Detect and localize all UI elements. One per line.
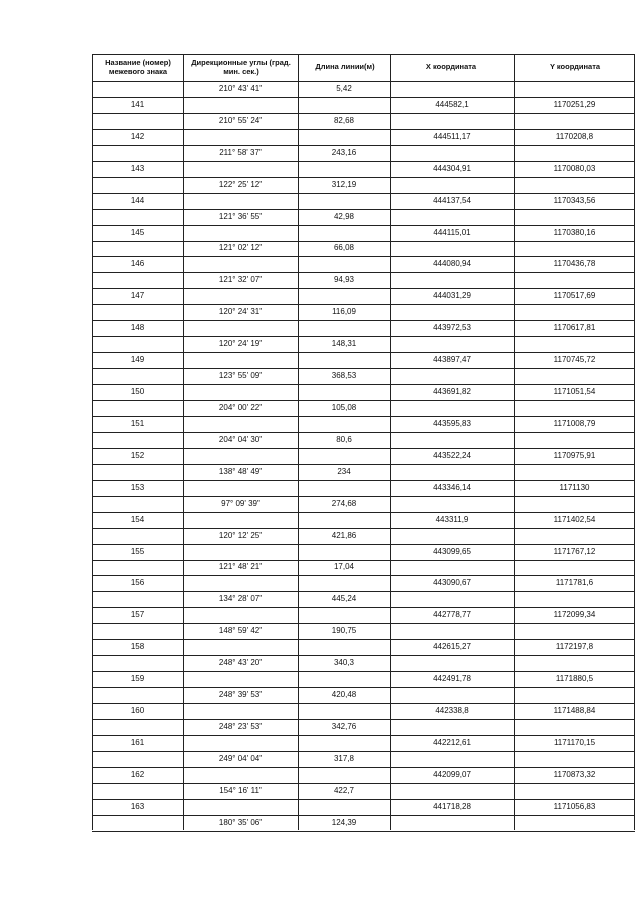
point-y: 1170343,56 — [553, 196, 596, 205]
segment-angle: 248° 39' 53" — [218, 690, 263, 699]
point-y: 1171781,6 — [555, 578, 594, 587]
segment-angle: 120° 24' 31" — [218, 307, 263, 316]
grid-hline — [92, 272, 635, 273]
segment-angle: 121° 02' 12" — [218, 243, 263, 252]
point-name: 152 — [130, 451, 145, 460]
point-y: 1170617,81 — [553, 323, 596, 332]
grid-hline — [92, 288, 635, 289]
segment-angle: 211° 58' 37" — [219, 148, 262, 157]
point-x: 443090,67 — [433, 578, 471, 587]
point-name: 162 — [130, 770, 145, 779]
segment-angle: 204° 00' 22" — [218, 403, 263, 412]
segment-angle: 134° 28' 07" — [218, 594, 263, 603]
point-y: 1170080,03 — [553, 164, 596, 173]
grid-hline — [92, 687, 635, 688]
point-x: 443897,47 — [433, 355, 471, 364]
grid-hline — [92, 719, 635, 720]
point-x: 441718,28 — [433, 802, 471, 811]
grid-hline — [92, 831, 635, 832]
point-x: 443346,14 — [433, 483, 471, 492]
point-name: 154 — [130, 515, 145, 524]
segment-length: 80,6 — [336, 435, 352, 444]
segment-angle: 138° 48' 49" — [218, 467, 263, 476]
segment-length: 42,98 — [333, 212, 355, 221]
grid-hline — [92, 591, 635, 592]
grid-hline — [92, 145, 635, 146]
grid-hline — [92, 448, 635, 449]
point-name: 150 — [130, 387, 145, 396]
coordinates-table — [92, 54, 635, 830]
grid-hline — [92, 304, 635, 305]
segment-length: 66,08 — [333, 243, 355, 252]
point-name: 148 — [130, 323, 145, 332]
header-x: X координата — [425, 62, 477, 71]
grid-hline — [92, 496, 635, 497]
point-y: 1171488,84 — [553, 706, 596, 715]
header-y: Y координата — [549, 62, 601, 71]
point-x: 444511,17 — [433, 132, 471, 141]
grid-hline — [92, 193, 635, 194]
point-name: 155 — [130, 547, 145, 556]
point-y: 1172099,34 — [553, 610, 596, 619]
grid-hline — [92, 336, 635, 337]
segment-length: 243,16 — [331, 148, 357, 157]
segment-angle: 120° 12' 25" — [218, 531, 263, 540]
segment-angle: 120° 24' 19" — [218, 339, 263, 348]
grid-hline — [92, 528, 635, 529]
segment-angle: 123° 55' 09" — [218, 371, 263, 380]
grid-hline — [92, 432, 635, 433]
grid-hline — [92, 623, 635, 624]
point-y: 1170251,29 — [553, 100, 596, 109]
point-name: 157 — [130, 610, 145, 619]
point-x: 443311,9 — [435, 515, 469, 524]
grid-hline — [92, 241, 635, 242]
point-x: 442099,07 — [433, 770, 471, 779]
point-x: 442778,77 — [433, 610, 471, 619]
segment-angle: 248° 43' 20" — [218, 658, 263, 667]
grid-hline — [92, 607, 635, 608]
segment-length: 422,7 — [333, 786, 355, 795]
point-x: 444137,54 — [433, 196, 471, 205]
grid-hline — [92, 799, 635, 800]
segment-angle: 122° 25' 12" — [218, 180, 263, 189]
point-y: 1171767,12 — [553, 547, 596, 556]
grid-hline — [92, 544, 635, 545]
segment-angle: 204° 04' 30" — [218, 435, 263, 444]
point-y: 1170208,8 — [555, 132, 594, 141]
grid-hline — [92, 751, 635, 752]
segment-angle: 210° 55' 24" — [218, 116, 263, 125]
segment-length: 5,42 — [336, 84, 352, 93]
segment-length: 94,93 — [333, 275, 355, 284]
point-x: 443099,65 — [433, 547, 471, 556]
point-y: 1170975,91 — [553, 451, 596, 460]
point-name: 146 — [130, 259, 145, 268]
point-x: 442491,78 — [433, 674, 471, 683]
grid-hline — [92, 703, 635, 704]
segment-angle: 121° 36' 55" — [218, 212, 263, 221]
grid-hline — [92, 815, 635, 816]
point-name: 159 — [130, 674, 145, 683]
segment-length: 124,39 — [331, 818, 357, 827]
segment-angle: 249° 04' 04" — [218, 754, 263, 763]
grid-hline — [92, 416, 635, 417]
point-name: 141 — [130, 100, 145, 109]
segment-length: 421,86 — [331, 531, 357, 540]
grid-hline — [92, 177, 635, 178]
point-y: 1171056,83 — [553, 802, 596, 811]
segment-angle: 121° 48' 21" — [218, 562, 263, 571]
segment-length: 368,53 — [331, 371, 357, 380]
grid-hline — [92, 783, 635, 784]
point-x: 443972,53 — [433, 323, 471, 332]
grid-hline — [92, 129, 635, 130]
segment-length: 116,09 — [332, 307, 356, 316]
point-x: 444582,1 — [435, 100, 469, 109]
grid-hline — [92, 113, 635, 114]
point-x: 443522,24 — [433, 451, 471, 460]
point-name: 142 — [130, 132, 145, 141]
grid-hline — [92, 209, 635, 210]
segment-length: 342,76 — [331, 722, 357, 731]
segment-angle: 148° 59' 42" — [218, 626, 263, 635]
point-name: 143 — [130, 164, 145, 173]
point-y: 1171170,15 — [553, 738, 596, 747]
segment-length: 17,04 — [333, 562, 355, 571]
point-name: 161 — [130, 738, 145, 747]
point-y: 1170517,69 — [553, 291, 596, 300]
segment-angle: 180° 35' 06" — [218, 818, 263, 827]
point-y: 1171402,54 — [553, 515, 596, 524]
segment-length: 340,3 — [333, 658, 355, 667]
grid-hline — [92, 54, 635, 55]
segment-length: 82,68 — [333, 116, 355, 125]
point-y: 1171051,54 — [553, 387, 596, 396]
point-x: 444080,94 — [433, 259, 471, 268]
point-x: 442338,8 — [435, 706, 469, 715]
point-y: 1170436,78 — [553, 259, 596, 268]
point-y: 1172197,8 — [555, 642, 594, 651]
grid-hline — [92, 81, 635, 82]
grid-hline — [92, 639, 635, 640]
segment-angle: 154° 16' 11" — [219, 786, 262, 795]
grid-hline — [92, 735, 635, 736]
point-y: 1170873,32 — [553, 770, 596, 779]
grid-hline — [92, 97, 635, 98]
header-name: Название (номер) межевого знака — [105, 58, 171, 76]
point-x: 444304,91 — [433, 164, 471, 173]
segment-length: 274,68 — [331, 499, 357, 508]
point-y: 1171880,5 — [555, 674, 594, 683]
point-name: 156 — [130, 578, 145, 587]
grid-hline — [92, 671, 635, 672]
segment-angle: 121° 32' 07" — [218, 275, 263, 284]
segment-length: 420,48 — [331, 690, 357, 699]
grid-hline — [92, 256, 635, 257]
segment-length: 317,8 — [333, 754, 355, 763]
point-x: 444031,29 — [433, 291, 471, 300]
header-length: Длина линии(м) — [315, 62, 375, 71]
grid-hline — [92, 560, 635, 561]
grid-hline — [92, 352, 635, 353]
segment-length: 312,19 — [331, 180, 357, 189]
point-y: 1171008,79 — [553, 419, 596, 428]
point-name: 144 — [130, 196, 145, 205]
point-name: 147 — [130, 291, 145, 300]
segment-angle: 248° 23' 53" — [218, 722, 263, 731]
point-name: 153 — [130, 483, 145, 492]
grid-hline — [92, 161, 635, 162]
grid-hline — [92, 384, 635, 385]
grid-hline — [92, 767, 635, 768]
point-name: 149 — [130, 355, 145, 364]
point-x: 444115,01 — [433, 228, 471, 237]
point-y: 1171130 — [559, 483, 590, 492]
segment-length: 190,75 — [331, 626, 357, 635]
segment-length: 148,31 — [331, 339, 357, 348]
point-name: 158 — [130, 642, 145, 651]
grid-hline — [92, 480, 635, 481]
point-name: 151 — [130, 419, 145, 428]
grid-hline — [92, 368, 635, 369]
point-x: 443691,82 — [433, 387, 471, 396]
grid-hline — [92, 320, 635, 321]
segment-angle: 210° 43' 41" — [218, 84, 263, 93]
segment-length: 105,08 — [331, 403, 357, 412]
grid-hline — [92, 512, 635, 513]
grid-hline — [92, 575, 635, 576]
segment-length: 234 — [337, 467, 351, 476]
point-name: 163 — [130, 802, 145, 811]
grid-hline — [92, 655, 635, 656]
point-x: 442212,61 — [433, 738, 471, 747]
point-x: 442615,27 — [433, 642, 471, 651]
grid-hline — [92, 225, 635, 226]
header-angle: Дирекционные углы (град. мин. сек.) — [191, 58, 291, 76]
segment-length: 445,24 — [331, 594, 357, 603]
segment-angle: 97° 09' 39" — [221, 499, 260, 508]
point-y: 1170745,72 — [553, 355, 596, 364]
point-y: 1170380,16 — [553, 228, 596, 237]
grid-hline — [92, 464, 635, 465]
point-name: 160 — [130, 706, 145, 715]
point-x: 443595,83 — [433, 419, 471, 428]
grid-hline — [92, 400, 635, 401]
point-name: 145 — [130, 228, 145, 237]
